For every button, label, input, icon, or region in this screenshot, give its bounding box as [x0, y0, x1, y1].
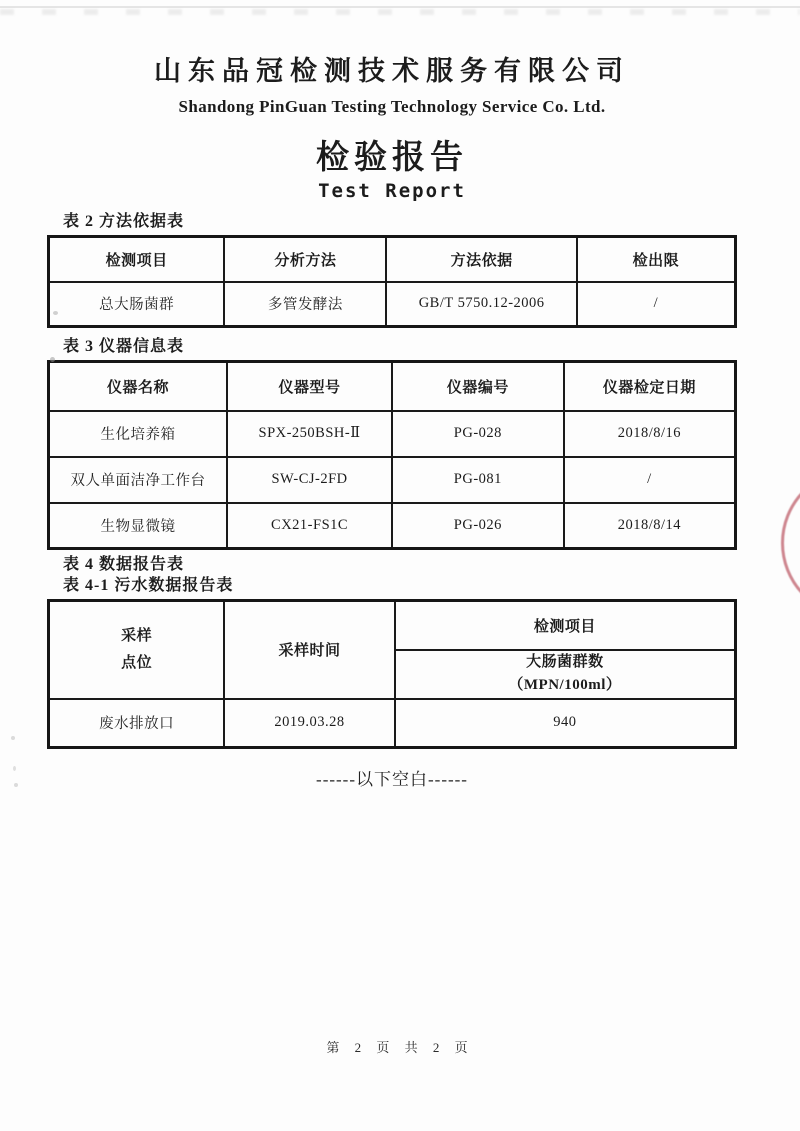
data-cell: /: [577, 282, 736, 327]
data-cell: SW-CJ-2FD: [227, 457, 392, 503]
table-header-row: [49, 362, 736, 411]
table-row: [49, 282, 736, 327]
scan-speck: [11, 736, 15, 740]
report-title-en: Test Report: [318, 180, 466, 202]
data-cell: 生物显微镜: [49, 503, 228, 549]
subheader-line: 大肠菌群数: [526, 654, 604, 670]
data-cell: 2019.03.28: [224, 699, 394, 748]
company-name-cn: 山东品冠检测技术服务有限公司: [154, 56, 630, 86]
header-cell: 检出限: [577, 237, 736, 282]
wastewater-data-table: [47, 599, 737, 749]
end-of-content-marker: ------以下空白------: [316, 770, 468, 789]
method-basis-table: [47, 235, 737, 328]
table-header-row: [49, 601, 736, 650]
data-cell: PG-028: [392, 411, 564, 457]
header-cell: 仪器检定日期: [564, 362, 736, 411]
header-line: 采样: [121, 627, 153, 644]
data-cell: 940: [395, 699, 736, 748]
data-cell: /: [564, 457, 736, 503]
data-cell: 多管发酵法: [224, 282, 386, 327]
scan-speck: [53, 311, 58, 315]
data-cell: 废水排放口: [49, 699, 225, 748]
scan-speck: [50, 357, 55, 362]
header-line: 点位: [121, 654, 153, 671]
data-cell: GB/T 5750.12-2006: [386, 282, 576, 327]
header-cell: 仪器型号: [227, 362, 392, 411]
table-row: [49, 503, 736, 549]
scan-speck: [14, 783, 18, 787]
report-title-cn: 检验报告: [316, 140, 468, 176]
header-cell: 方法依据: [386, 237, 576, 282]
data-cell: PG-026: [392, 503, 564, 549]
table-row: [49, 411, 736, 457]
header-cell-sampling-time: 采样时间: [224, 601, 394, 699]
subheader-line: （MPN/100ml）: [508, 677, 622, 693]
header-cell-sampling-point: [49, 601, 225, 699]
table3-caption: 表 3 仪器信息表: [63, 338, 185, 355]
header-cell: 分析方法: [224, 237, 386, 282]
data-cell: 2018/8/14: [564, 503, 736, 549]
table-header-row: [49, 237, 736, 282]
data-cell: SPX-250BSH-Ⅱ: [227, 411, 392, 457]
data-cell: PG-081: [392, 457, 564, 503]
page-number: 第 2 页 共 2 页: [326, 1040, 474, 1055]
scan-artifact-top-line: [0, 6, 800, 8]
header-cell: 仪器编号: [392, 362, 564, 411]
data-cell: 生化培养箱: [49, 411, 228, 457]
header-cell-test-item: 检测项目: [395, 601, 736, 650]
data-cell: CX21-FS1C: [227, 503, 392, 549]
header-cell: 检测项目: [49, 237, 225, 282]
table-row: [49, 457, 736, 503]
data-cell: 总大肠菌群: [49, 282, 225, 327]
company-name-en: Shandong PinGuan Testing Technology Service Co. Ltd.: [178, 97, 606, 116]
scan-artifact-top-smudge: [0, 9, 800, 15]
instrument-info-table: [47, 360, 737, 550]
table4-1-caption: 表 4-1 污水数据报告表: [63, 577, 234, 594]
data-cell: 双人单面洁净工作台: [49, 457, 228, 503]
table4-caption: 表 4 数据报告表: [63, 556, 185, 573]
subheader-cell-coliform: [395, 650, 736, 699]
scan-speck: [13, 766, 16, 771]
table2-caption: 表 2 方法依据表: [63, 213, 185, 230]
data-cell: 2018/8/16: [564, 411, 736, 457]
table-row: [49, 699, 736, 748]
header-cell: 仪器名称: [49, 362, 228, 411]
